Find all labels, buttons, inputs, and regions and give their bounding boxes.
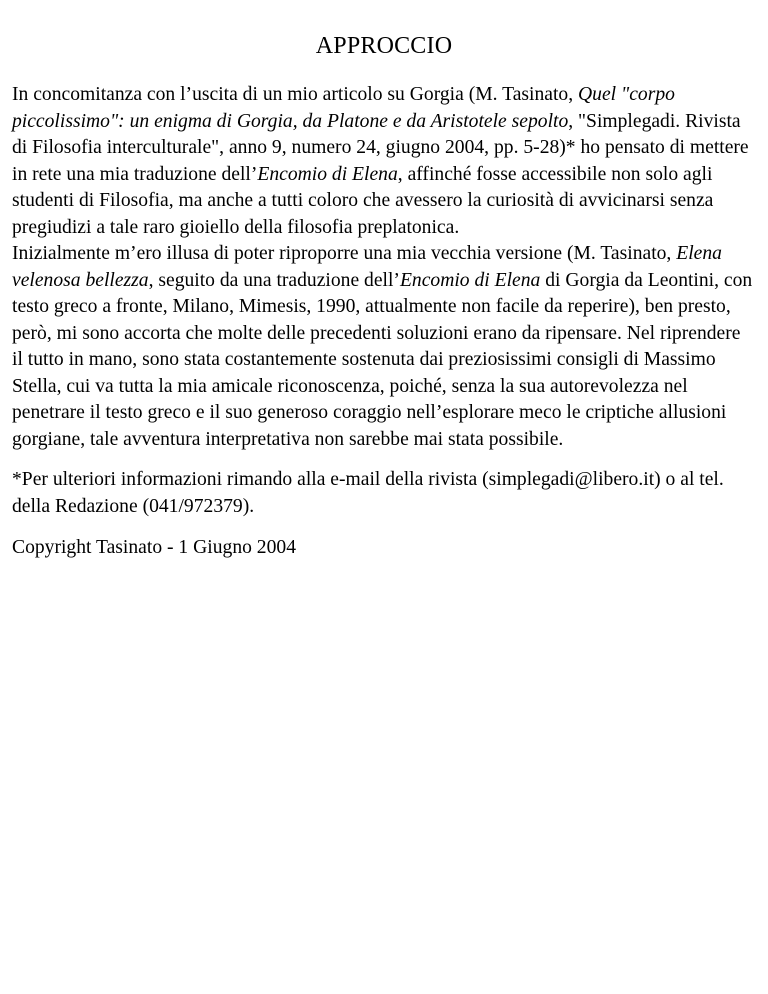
intro-text-1: In concomitanza con l’uscita di un mio articolo su Gorgia (M. Tasinato, xyxy=(12,84,578,105)
page-title: APPROCCIO xyxy=(315,33,453,59)
work-title-encomio: Encomio di Elena xyxy=(257,163,398,185)
intro-paragraph xyxy=(12,82,756,241)
history-paragraph xyxy=(12,241,756,453)
work-title-encomio-2: Encomio di Elena xyxy=(399,269,541,291)
history-text-3: di Gorgia da Leontini, con testo greco a fronte, Milano, Mimesis, 1990, attualmente non facile da reperire), ben presto, però, mi sono accorta che molte delle precedenti soluzioni erano da ripensare. Nel riprendere il tutto in mano, sono stata costantemente sostenuta dai preziosissimi consigli di Massimo Stella, cui va tutta la mia amicale riconoscenza, poiché, senza la sua autorevolezza nel penetrare il testo greco e il suo generoso coraggio nell’esplorare meco le criptiche allusioni gorgiane, tale avventura interpretativa non sarebbe mai stata possibile. xyxy=(12,269,753,450)
article-title: Quel "corpo piccolissimo": un enigma di Gorgia, da Platone e da Aristotele sepolto xyxy=(12,84,675,132)
history-text-1: Inizialmente m’ero illusa di poter riproporre una mia vecchia versione (M. Tasinato, xyxy=(12,243,677,264)
book-title: Elena velenosa bellezza xyxy=(12,243,722,291)
document-page xyxy=(12,0,756,562)
copyright-notice: Copyright Tasinato - 1 Giugno 2004 xyxy=(12,537,296,558)
footnote: *Per ulteriori informazioni rimando alla e-mail della rivista (simplegadi@libero.it) o al tel. della Redazione (041/972379). xyxy=(12,469,724,517)
history-text-2: , seguito da una traduzione dell’ xyxy=(148,269,400,291)
intro-text-3: , affinché fosse accessibile non solo agli studenti di Filosofia, ma anche a tutti coloro che avessero la curiosità di avvicinarsi senza pregiudizi a tale raro gioiello della filosofia preplatonica. xyxy=(12,163,714,238)
intro-text-2: , "Simplegadi. Rivista di Filosofia interculturale", anno 9, numero 24, giugno 2004, pp. 5-28)* ho pensato di mettere in rete una mia traduzione dell’ xyxy=(12,110,749,185)
